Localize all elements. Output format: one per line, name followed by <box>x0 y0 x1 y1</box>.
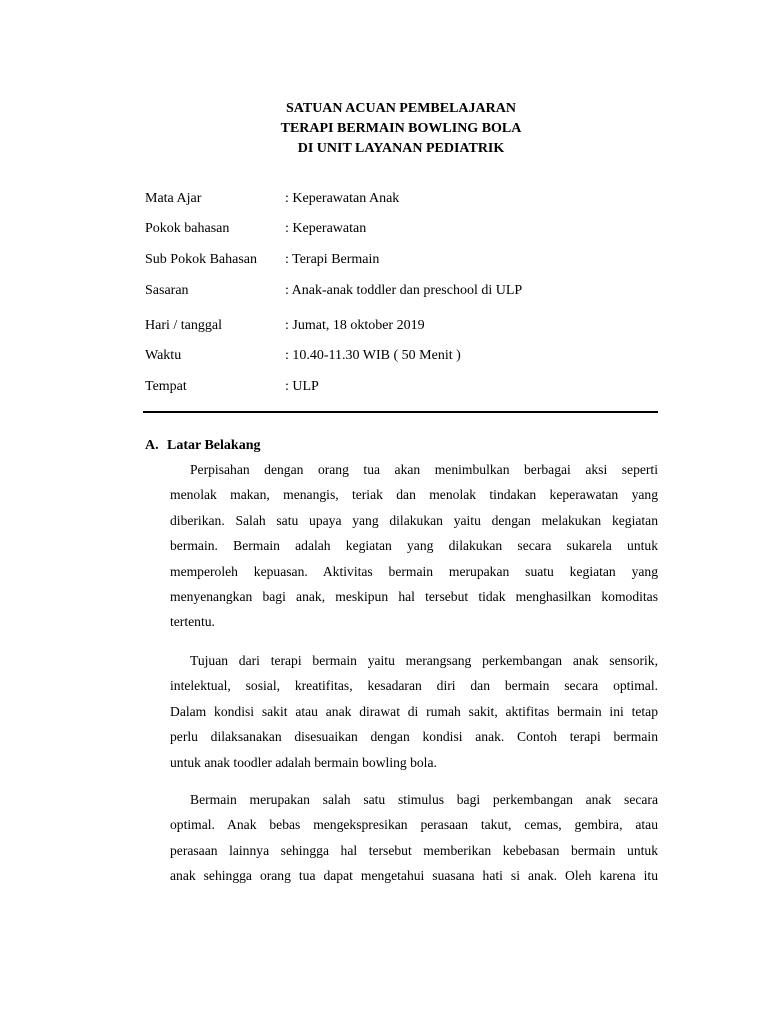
title-line-1: SATUAN ACUAN PEMBELAJARAN <box>286 101 516 116</box>
info-value: : 10.40-11.30 WIB ( 50 Menit ) <box>285 348 461 363</box>
paragraph-line: Tujuan dari terapi bermain yaitu merangsang perkembangan anak sensorik, <box>190 653 658 668</box>
paragraph-line: diberikan. Salah satu upaya yang dilakukan yaitu dengan melakukan kegiatan <box>170 512 658 528</box>
paragraph-line: untuk anak toodler adalah bermain bowling bola. <box>170 754 437 770</box>
section-divider <box>143 411 658 413</box>
paragraph-line: Bermain merupakan salah satu stimulus bagi perkembangan anak secara <box>190 792 658 807</box>
paragraph-line: menyenangkan bagi anak, meskipun hal tersebut tidak menghasilkan komoditas <box>170 589 658 605</box>
info-label: Sasaran <box>145 283 189 298</box>
info-value: : Jumat, 18 oktober 2019 <box>285 318 425 333</box>
paragraph-line: Perpisahan dengan orang tua akan menimbulkan berbagai aksi seperti <box>190 462 658 477</box>
info-value: : Terapi Bermain <box>285 252 380 267</box>
paragraph-2 <box>170 648 658 775</box>
section-title: Latar Belakang <box>167 438 261 453</box>
paragraph-line: intelektual, sosial, kreatifitas, kesadaran diri dan bermain secara optimal. <box>170 678 658 694</box>
info-label: Sub Pokok Bahasan <box>145 252 257 267</box>
paragraph-line: bermain. Bermain adalah kegiatan yang dilakukan secara sukarela untuk <box>170 538 658 554</box>
paragraph-3 <box>170 787 658 889</box>
paragraph-line: menolak makan, menangis, teriak dan menolak tindakan keperawatan yang <box>170 487 658 503</box>
paragraph-line: optimal. Anak bebas mengekspresikan perasaan takut, cemas, gembira, atau <box>170 817 658 833</box>
info-value: : Anak-anak toddler dan preschool di ULP <box>285 283 523 298</box>
info-label: Tempat <box>145 379 187 394</box>
section-heading-latar-belakang <box>145 437 260 455</box>
document-title <box>0 99 768 159</box>
paragraph-1 <box>170 457 658 635</box>
paragraph-line: perasaan lainnya sehingga hal tersebut memberikan kebebasan bermain untuk <box>170 842 658 858</box>
title-line-3: DI UNIT LAYANAN PEDIATRIK <box>297 141 505 156</box>
section-letter: A. <box>145 438 159 453</box>
info-value: : Keperawatan Anak <box>285 191 400 206</box>
info-label: Pokok bahasan <box>145 221 230 236</box>
paragraph-line: memperoleh kepuasan. Aktivitas bermain merupakan suatu kegiatan yang <box>170 563 658 579</box>
info-label: Mata Ajar <box>145 191 202 206</box>
info-label: Hari / tanggal <box>145 318 222 333</box>
paragraph-line: perlu dilaksanakan disesuaikan dengan kondisi anak. Contoh terapi bermain <box>170 729 658 745</box>
info-value: : ULP <box>285 379 319 394</box>
info-label: Waktu <box>145 348 182 363</box>
title-line-2: TERAPI BERMAIN BOWLING BOLA <box>280 121 522 136</box>
paragraph-line: anak sehingga orang tua dapat mengetahui suasana hati si anak. Oleh karena itu <box>170 868 658 884</box>
paragraph-line: tertentu. <box>170 614 215 630</box>
info-value: : Keperawatan <box>285 221 367 236</box>
paragraph-line: Dalam kondisi sakit atau anak dirawat di rumah sakit, aktifitas bermain ini tetap <box>170 703 658 719</box>
